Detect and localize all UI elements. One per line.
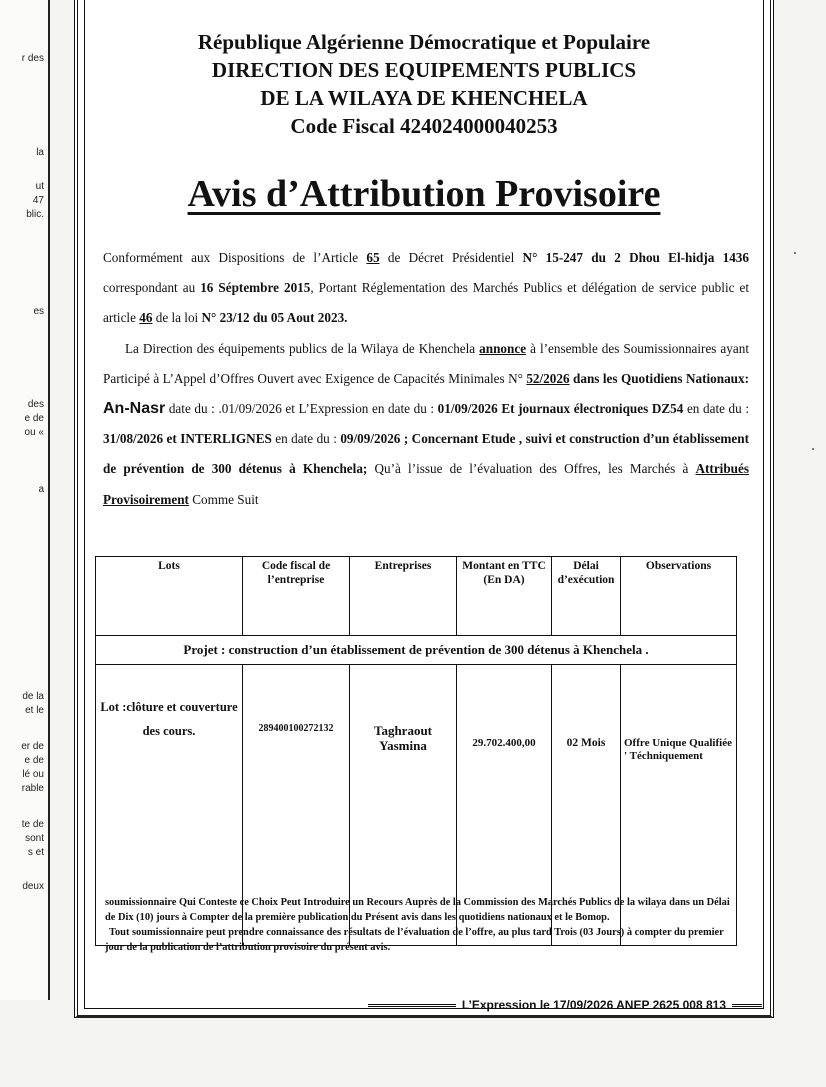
cell-entreprise: Taghraout Yasmina: [350, 665, 457, 946]
double-rule: [368, 1004, 456, 1007]
article-number-2: 46: [139, 310, 153, 326]
neighbor-text-fragment: e de: [24, 413, 44, 424]
text-run: de Décret Présidentiel: [379, 250, 523, 265]
body-paragraph-1: [103, 243, 749, 334]
article-number: 65: [366, 250, 380, 265]
neighbor-text-fragment: la: [36, 147, 44, 158]
neighbor-text-fragment: s et: [27, 847, 44, 858]
text-run: 01/09/2026 Et journaux électroniques DZ54: [437, 401, 684, 417]
header-entreprises: Entreprises: [350, 557, 457, 636]
notice-frame: [84, 0, 764, 1009]
neighbor-text-fragment: e de: [24, 755, 44, 766]
neighbor-column: [0, 0, 48, 1000]
neighbor-text-fragment: er de: [21, 741, 44, 752]
notice-body: [103, 243, 749, 515]
header-republic: République Algérienne Démocratique et Populaire: [197, 30, 651, 54]
text-run: 31/08/2026 et INTERLIGNES: [103, 431, 272, 447]
neighbor-text-fragment: des: [27, 399, 44, 410]
decree-ref: N° 15-247 du 2 Dhou El-hidja 1436: [522, 250, 749, 265]
attribution-table: [95, 556, 737, 946]
neighbor-text-fragment: ut: [35, 181, 44, 192]
neighbor-text-fragment: et le: [25, 705, 44, 716]
text-run: Comme Suit: [188, 491, 259, 507]
text-run: en date du :: [683, 401, 750, 417]
cell-lot: Lot :clôture et couverture des cours.: [96, 665, 243, 946]
header-wilaya: DE LA WILAYA DE KHENCHELA: [260, 86, 588, 110]
project-row: [96, 636, 737, 665]
cell-code: 289400100272132: [243, 665, 350, 946]
table-header-row: [96, 557, 737, 636]
text-run: , Portant Réglementation des Marchés Publics et délégation de service public et article: [103, 280, 749, 326]
notice-title: [85, 172, 763, 216]
publication-line: [368, 998, 762, 1012]
attrib-word: Attribués Provisoirement: [103, 461, 749, 507]
neighbor-text-fragment: blic.: [26, 209, 44, 220]
footer-consult: Tout soumissionnaire peut prendre connaissance des résultats de l’évaluation de l’offre, au plus tard Trois (03 Jours) à compter du premier jour de la publication de l’attribution provisoire du présent avis.: [105, 927, 724, 953]
header-observations: Observations: [621, 557, 737, 636]
neighbor-text-fragment: te de: [21, 819, 44, 830]
double-rule: [732, 1004, 762, 1007]
column-rule: [48, 0, 50, 1000]
project-cell: Projet : construction d’un établissement de prévention de 300 détenus à Khenchela .: [96, 636, 737, 665]
text-run: date du : .01/09/2026 et L’Expression en date du :: [165, 401, 438, 417]
newspaper-annasr: An-Nasr: [103, 400, 166, 418]
text-run: à l’ensemble des Soumissionnaires ayant Participé à L’Appel d’Offres Ouvert avec Exigence de Capacités Minimales N°: [103, 340, 749, 386]
neighbor-text-fragment: 47: [32, 195, 44, 206]
neighbor-text-fragment: rable: [21, 783, 44, 794]
header-direction: DIRECTION DES EQUIPEMENTS PUBLICS: [211, 58, 637, 82]
publication-info: L’Expression le 17/09/2026 ANEP 2625 008 813: [461, 998, 726, 1012]
header-delai: Délai d’exécution: [552, 557, 621, 636]
footer-notes: [105, 895, 741, 955]
law-ref: N° 23/12 du 05 Aout 2023.: [201, 310, 348, 326]
tender-number: 52/2026: [526, 370, 570, 386]
text-run: dans les Quotidiens Nationaux:: [569, 370, 749, 386]
title-text: Avis d’Attribution Provisoire: [187, 173, 661, 215]
text-run: La Direction des équipements publics de la Wilaya de Khenchela: [125, 340, 480, 356]
neighbor-text-fragment: sont: [25, 833, 44, 844]
annonce-word: annonce: [479, 340, 527, 356]
decree-date: 16 Séptembre 2015: [200, 280, 311, 296]
header-montant: Montant en TTC (En DA): [457, 557, 552, 636]
neighbor-text-fragment: lé ou: [22, 769, 44, 780]
neighbor-text-fragment: a: [38, 484, 44, 495]
body-paragraph-2: [103, 334, 749, 515]
header-code: Code fiscal de l’entreprise: [243, 557, 350, 636]
text-run: de la loi: [152, 310, 202, 326]
cell-montant: 29.702.400,00: [457, 665, 552, 946]
cell-observations: Offre Unique Qualifiée ' Téchniquement: [621, 665, 737, 946]
text-run: correspondant au: [103, 280, 201, 296]
neighbor-text-fragment: ou «: [24, 427, 44, 438]
text-run: Conformément aux Dispositions de l’Article: [103, 250, 367, 265]
text-run: Qu’à l’issue de l’évaluation des Offres, les Marchés à: [367, 461, 696, 477]
project-subject: 09/09/2026 ; Concernant Etude , suivi et construction d’un établissement de prévention de 300 détenus à Khenchela;: [103, 431, 749, 477]
cell-delai: 02 Mois: [552, 665, 621, 946]
neighbor-text-fragment: de la: [22, 691, 44, 702]
header-lots: Lots: [96, 557, 243, 636]
text-run: en date du :: [271, 431, 341, 447]
neighbor-text-fragment: r des: [21, 53, 44, 64]
scan-speck: [812, 448, 814, 450]
footer-recourse: soumissionnaire Qui Conteste ce Choix Peut Introduire un Recours Auprès de la Commission des Marchés Publics de la wilaya dans un Délai de Dix (10) jours à Compter de la première publication du Présent avis dans les quotidiens nationaux et le Bomop.: [105, 897, 730, 923]
header-fiscal-code: Code Fiscal 424024000040253: [290, 114, 558, 138]
notice-page: [74, 0, 774, 1018]
notice-header: [85, 28, 763, 140]
scan-speck: [794, 252, 796, 254]
neighbor-text-fragment: es: [33, 306, 44, 317]
neighbor-text-fragment: deux: [22, 881, 44, 892]
